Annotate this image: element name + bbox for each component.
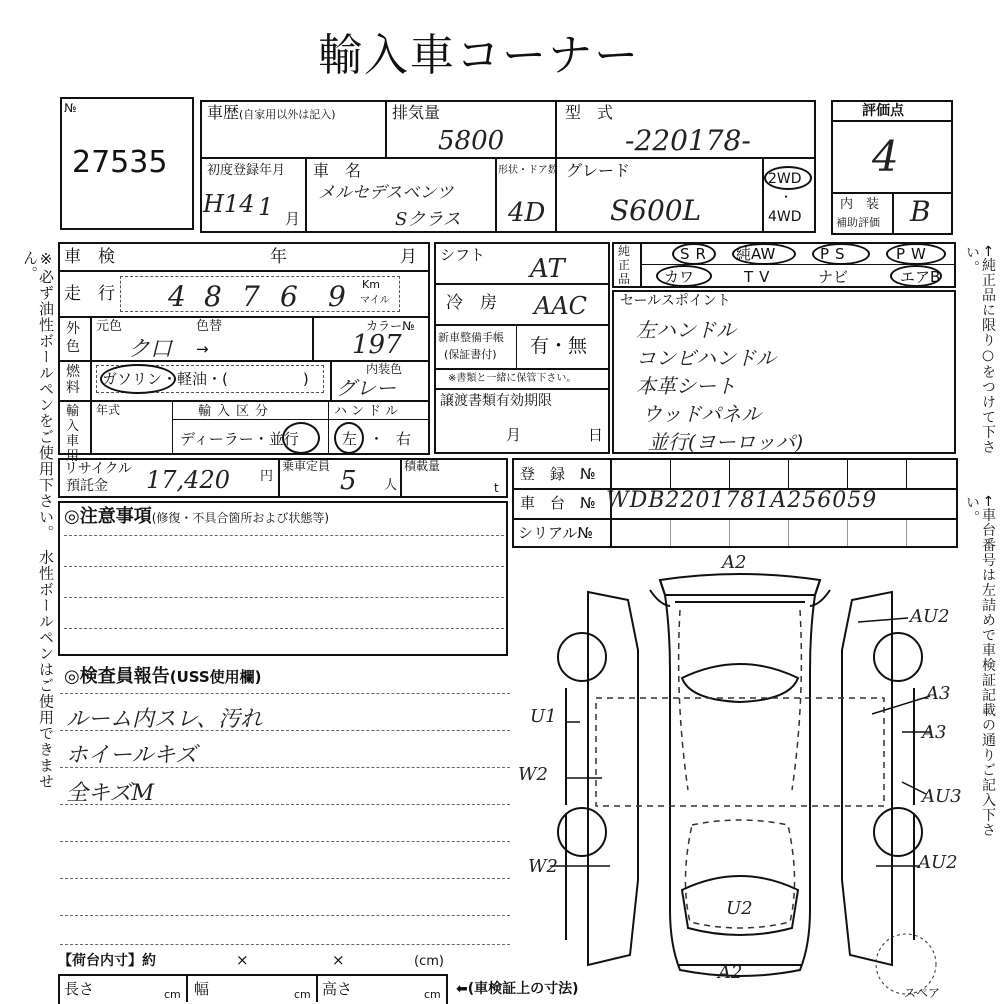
mark-left-upper: U1 xyxy=(530,706,557,727)
recycle-unit: 円 xyxy=(260,469,274,484)
inspector-line-3: 全キズM xyxy=(66,781,155,806)
mileage-digit-3: 7 xyxy=(242,280,260,313)
mileage-digit-1: 4 xyxy=(168,280,186,313)
dims-height-cm: cm xyxy=(424,988,441,1001)
inspection-year: 年 xyxy=(270,247,287,267)
shape-value: 4D xyxy=(508,198,546,228)
spare-label: スペア xyxy=(904,986,941,1000)
shift-label: シフト xyxy=(440,246,486,264)
right-note-chassis: ←車台番号は左詰めで車検証記載の通りご記入下さい。 xyxy=(964,495,996,838)
history-label: 車歴(自家用以外は記入) xyxy=(207,103,336,122)
interior-color-value: グレー xyxy=(336,376,396,400)
mark-trunk: U2 xyxy=(726,898,753,919)
fuel-label: 燃料 xyxy=(66,364,80,396)
dims-width-cm: cm xyxy=(294,988,311,1001)
import-handle-label: ハンドル xyxy=(334,404,403,419)
registration-label: 登 録 № xyxy=(520,465,596,483)
selling-point-4: ウッドパネル xyxy=(642,402,762,426)
selling-point-5: 並行(ヨーロッパ) xyxy=(648,430,804,454)
ac-label: 冷 房 xyxy=(446,293,497,313)
equip-sr[interactable]: SR xyxy=(680,245,712,263)
mileage-label: 走 行 xyxy=(64,284,115,304)
drive-4wd: 4WD xyxy=(768,209,802,225)
drive-2wd: 2WD xyxy=(768,171,802,187)
interior-color-label: 内装色 xyxy=(366,362,403,376)
selling-point-3: 本革シート xyxy=(636,374,736,398)
load-unit: t xyxy=(494,481,499,495)
selling-point-1: 左ハンドル xyxy=(636,318,736,342)
service-book-note: ※書類と一緒に保管下さい。 xyxy=(448,373,577,384)
model-value: -220178- xyxy=(625,124,751,157)
first-reg-month-unit: 月 xyxy=(285,210,301,228)
drive-dot: ・ xyxy=(780,190,793,204)
recycle-label2: 預託金 xyxy=(66,478,108,494)
first-reg-month: 1 xyxy=(258,193,274,221)
lot-no-mark: № xyxy=(64,101,77,115)
mark-right-mid2: A3 xyxy=(922,722,947,743)
equip-navi[interactable]: ナビ xyxy=(818,268,849,286)
ac-value: AAC xyxy=(534,292,588,320)
mark-right-bottom: AU2 xyxy=(918,852,958,873)
mileage-unit-mile: マイル xyxy=(360,295,390,306)
mileage-digit-5: 9 xyxy=(328,280,346,313)
dims-length-cm: cm xyxy=(164,988,181,1001)
inspection-month: 月 xyxy=(400,247,417,267)
mark-left-bottom: W2 xyxy=(528,856,558,877)
interior-score-label2: 補助評価 xyxy=(836,216,880,229)
first-reg-label: 初度登録年月 xyxy=(207,163,286,178)
score-value: 4 xyxy=(872,132,899,181)
equip-airbag[interactable]: エアB xyxy=(900,268,941,286)
shift-value: AT xyxy=(530,254,565,284)
color-no-value: 197 xyxy=(352,330,402,360)
grade-label: グレード xyxy=(566,161,631,180)
inspection-label: 車 検 xyxy=(64,247,115,267)
transfer-label: 譲渡書類有効期限 xyxy=(440,393,552,409)
equip-tv[interactable]: TV xyxy=(744,268,776,286)
cargo-label: 【荷台内寸】約 xyxy=(58,953,156,969)
exterior-color-label: 外色 xyxy=(66,321,80,355)
exterior-color-original: 元色 xyxy=(96,319,123,334)
dims-height: 高さ xyxy=(322,980,353,998)
equip-pw-circle xyxy=(886,243,946,265)
lot-number: 27535 xyxy=(72,145,168,180)
service-book-label2: (保証書付) xyxy=(444,348,497,361)
shape-label: 形状・ドア数 xyxy=(498,165,558,176)
interior-score-value: B xyxy=(910,195,931,228)
service-book-options[interactable]: 有・無 xyxy=(530,335,588,357)
equipment-label: 純正品 xyxy=(618,244,631,286)
chassis-value: WDB2201781A256059 xyxy=(606,488,878,513)
handle-left-circle xyxy=(334,422,364,454)
cargo-x2: × xyxy=(332,951,345,969)
fuel-gasoline-circle xyxy=(100,364,176,394)
equip-aw-circle xyxy=(732,243,796,265)
dims-width: 幅 xyxy=(194,980,210,998)
model-label: 型 式 xyxy=(565,103,614,122)
equip-ps[interactable]: PS xyxy=(820,245,851,263)
mileage-digit-4: 6 xyxy=(280,280,298,313)
recycle-label1: リサイクル xyxy=(64,461,133,477)
exterior-color-value: ク口 xyxy=(128,337,173,362)
exterior-color-arrow: → xyxy=(196,340,209,358)
interior-score-label1: 内 装 xyxy=(840,197,880,212)
dims-note: ⬅(車検証上の寸法) xyxy=(456,981,579,997)
mileage-digit-2: 8 xyxy=(204,280,222,313)
capacity-value: 5 xyxy=(340,466,357,496)
exterior-color-changed: 色替 xyxy=(196,319,223,334)
inspector-line-1: ルーム内スレ、汚れ xyxy=(66,707,263,732)
notes-label: ◎注意事項(修復・不具合箇所および状態等) xyxy=(64,506,330,527)
displacement-label: 排気量 xyxy=(392,103,441,122)
displacement-value: 5800 xyxy=(438,126,505,156)
mark-right-mid1: A3 xyxy=(926,683,951,704)
import-year-label: 年式 xyxy=(96,403,121,417)
mark-left-mid: W2 xyxy=(518,764,548,785)
equip-leather-circle xyxy=(656,265,712,287)
car-name-label: 車 名 xyxy=(313,161,362,180)
car-name-line1: メルセデスベンツ xyxy=(318,183,454,203)
page-title: 輸入車コーナー xyxy=(318,30,640,81)
mark-right-rear: AU3 xyxy=(922,786,962,807)
equip-pw[interactable]: PW xyxy=(896,245,932,263)
equip-airbag-circle xyxy=(890,265,942,287)
cargo-x1: × xyxy=(236,951,249,969)
score-label: 評価点 xyxy=(862,103,904,119)
selling-point-2: コンビハンドル xyxy=(636,346,776,370)
serial-label: シリアル№ xyxy=(518,524,594,542)
selling-points-label: セールスポイント xyxy=(620,293,731,309)
import-class-label: 輸入区分 xyxy=(198,404,275,419)
equip-ps-circle xyxy=(812,243,870,265)
mileage-unit-km: Km xyxy=(362,278,380,291)
import-car-label: 輸入車用 xyxy=(66,404,80,464)
mark-right-front: AU2 xyxy=(910,606,950,627)
right-note-equipment: ←純正品に限り○をつけて下さい。 xyxy=(964,245,996,455)
recycle-value: 17,420 xyxy=(146,466,230,494)
capacity-label: 乗車定員 xyxy=(282,459,331,473)
drive-circle xyxy=(764,166,812,190)
import-handle-options[interactable]: 左・右 xyxy=(342,430,424,448)
transfer-day: 日 xyxy=(588,426,604,444)
fuel-options[interactable]: ガソリン・軽油・( ) xyxy=(102,370,309,388)
equip-leather[interactable]: カワ xyxy=(664,268,695,286)
mark-front: A2 xyxy=(722,552,747,573)
grade-value: S600L xyxy=(610,194,702,227)
import-parallel-circle xyxy=(282,422,320,454)
cargo-unit: (cm) xyxy=(414,954,444,969)
color-no-label: カラー№ xyxy=(366,319,415,333)
import-class-options[interactable]: ディーラー・並行 xyxy=(180,430,299,448)
left-note: ※必ず油性ボールペンをご使用下さい。 水性ボールペンはご使用できません。 xyxy=(21,250,55,790)
equip-sr-circle xyxy=(672,243,716,265)
dims-length: 長さ xyxy=(64,980,95,998)
inspector-line-2: ホイールキズ xyxy=(66,743,198,768)
mileage-boxes xyxy=(120,276,400,312)
service-book-label1: 新車整備手帳 xyxy=(438,331,504,344)
dims-box xyxy=(58,974,448,1004)
mark-rear: A2 xyxy=(718,962,743,983)
load-label: 積載量 xyxy=(404,459,441,473)
chassis-label: 車 台 № xyxy=(520,494,596,512)
inspector-label: ◎検査員報告(USS使用欄) xyxy=(64,666,262,687)
first-reg-year: H14 xyxy=(203,190,255,218)
car-name-line2: Sクラス xyxy=(395,209,461,230)
transfer-month: 月 xyxy=(506,426,522,444)
car-damage-diagram xyxy=(510,550,965,1002)
capacity-unit: 人 xyxy=(384,478,398,493)
equip-aw[interactable]: 純AW xyxy=(736,245,776,263)
